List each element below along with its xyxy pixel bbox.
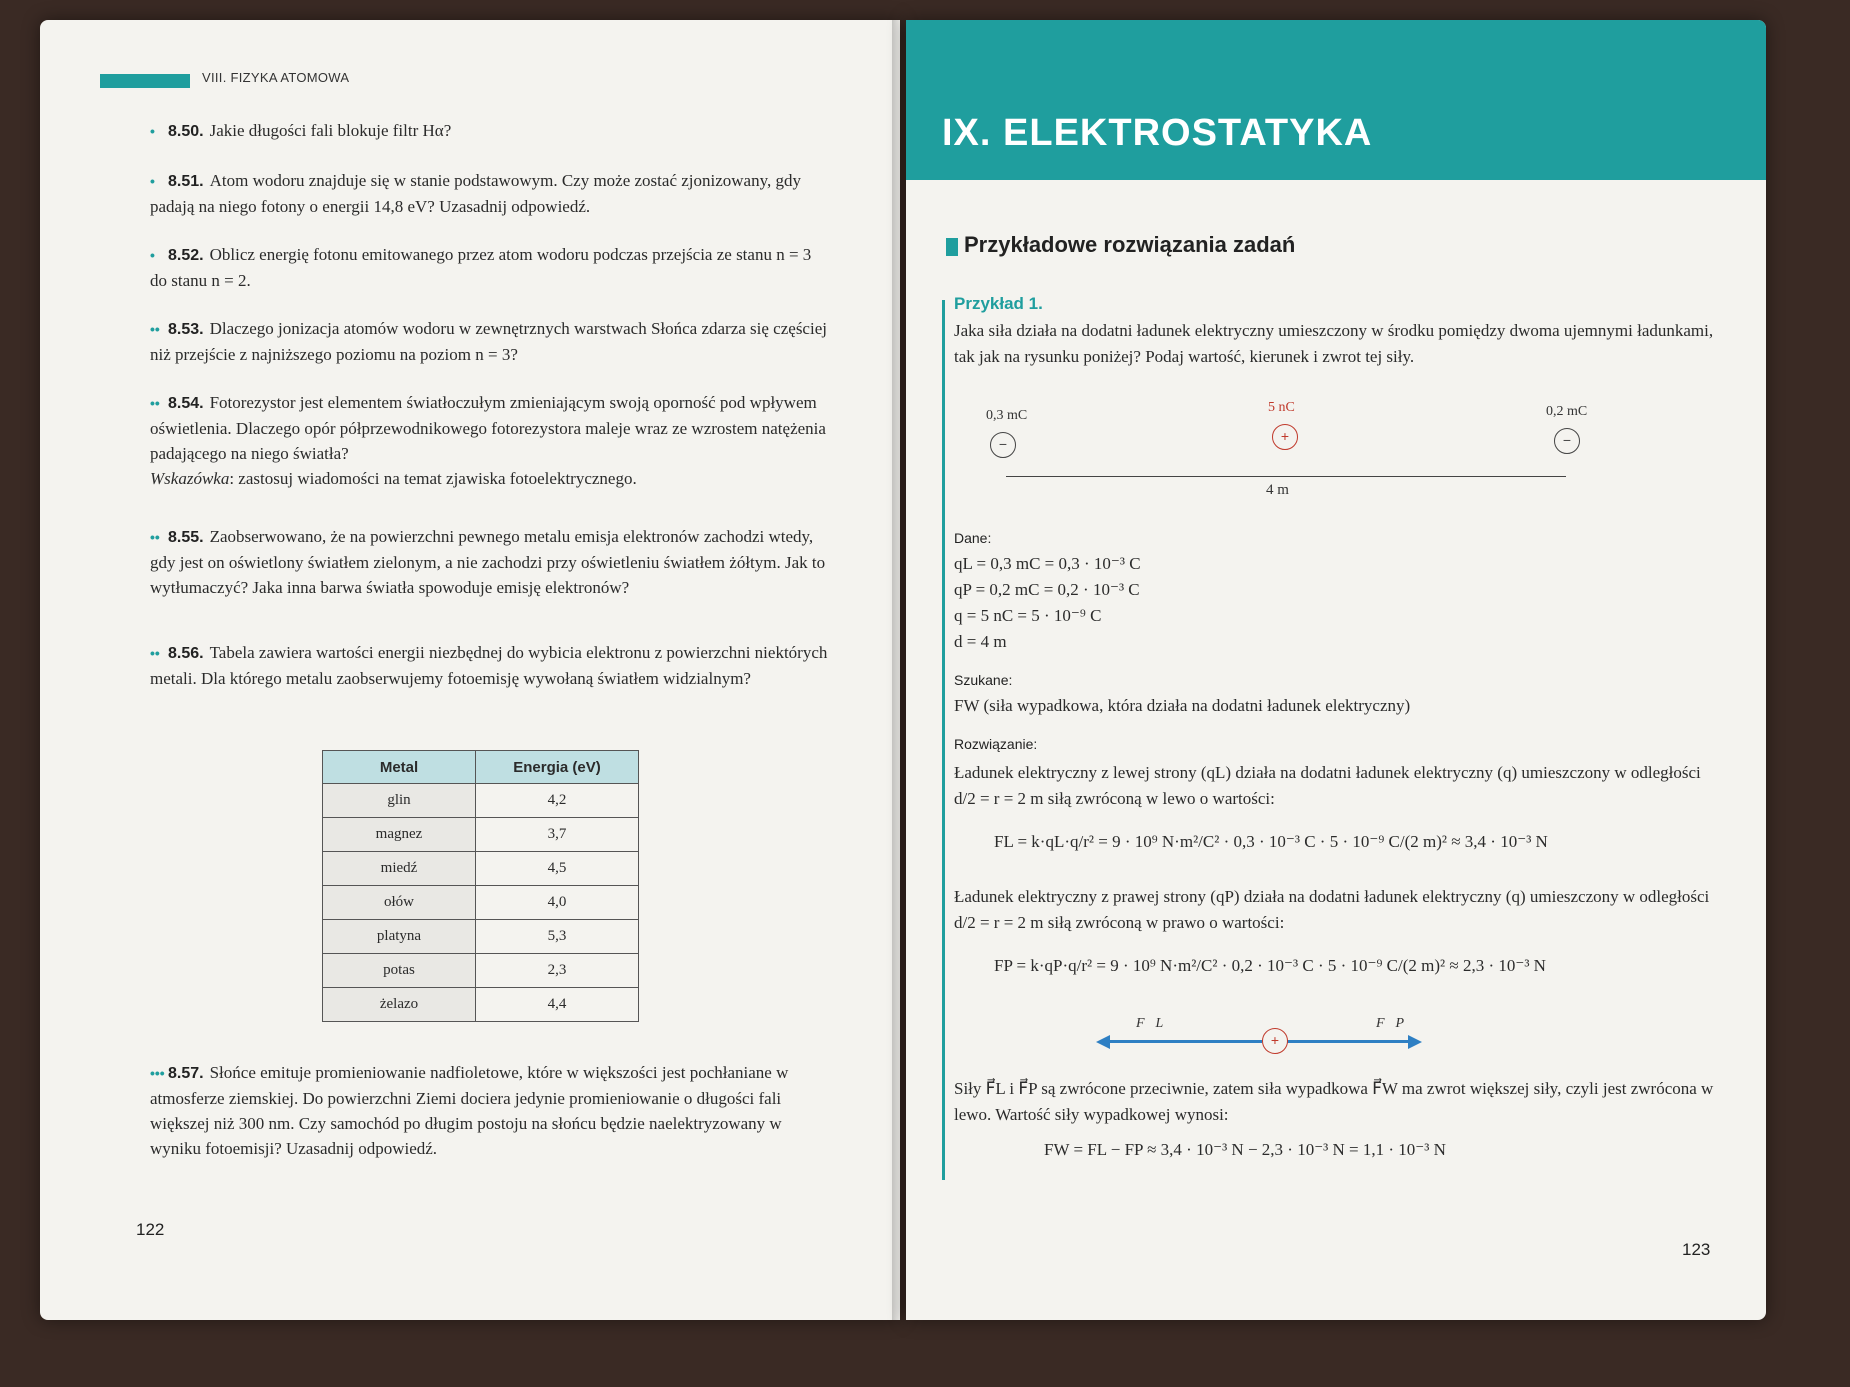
difficulty-dots: •• (150, 645, 160, 661)
difficulty-dots: •• (150, 321, 160, 337)
left-page (40, 20, 900, 1320)
difficulty-dots: •• (150, 529, 160, 545)
task-number: 8.52. (168, 247, 204, 264)
difficulty-dots: • (150, 123, 155, 139)
left-force-arrow (1106, 1040, 1262, 1043)
task-8-51 (150, 168, 830, 219)
task-number: 8.51. (168, 173, 204, 190)
right-force-arrow (1286, 1040, 1410, 1043)
energy-cell: 4,4 (476, 988, 639, 1022)
hint-label: Wskazówka (150, 469, 230, 488)
chapter-title: IX. ELEKTROSTATYKA (942, 112, 1373, 154)
negative-charge-icon: − (990, 432, 1016, 458)
energy-cell: 4,2 (476, 784, 639, 818)
page-number: 123 (1682, 1240, 1711, 1259)
task-number: 8.54. (168, 395, 204, 412)
example-title: Przykład 1. (954, 294, 1043, 313)
metal-energy-table (322, 750, 639, 1022)
table-row (323, 954, 639, 988)
energy-cell: 4,5 (476, 852, 639, 886)
formula-left-force: FL = k·qL·q/r² = 9 · 10⁹ N·m²/C² · 0,3 · 10⁻³ C · 5 · 10⁻⁹ C/(2 m)² ≈ 3,4 · 10⁻³ N (994, 832, 1548, 851)
middle-charge-label: 5 nC (1268, 400, 1295, 415)
energy-cell: 5,3 (476, 920, 639, 954)
solution-label: Rozwiązanie: (954, 736, 1038, 752)
task-number: 8.57. (168, 1065, 204, 1082)
task-text: Oblicz energię fotonu emitowanego przez atom wodoru podczas przejścia ze stanu n = 3 do stanu n = 2. (150, 245, 812, 290)
section-title: Przykładowe rozwiązania zadań (964, 232, 1296, 257)
distance-label: 4 m (1266, 482, 1289, 498)
formula-right-force: FP = k·qP·q/r² = 9 · 10⁹ N·m²/C² · 0,2 · 10⁻³ C · 5 · 10⁻⁹ C/(2 m)² ≈ 2,3 · 10⁻³ N (994, 956, 1546, 975)
metal-cell: platyna (323, 920, 476, 954)
given-line: q = 5 nC = 5 · 10⁻⁹ C (954, 606, 1102, 625)
given-label: Dane: (954, 530, 992, 546)
task-text: Słońce emituje promieniowanie nadfioletowe, które w większości jest pochłaniane w atmosferze ziemskiej. Do powierzchni Ziemi dociera jedynie promieniowanie o długości fali większej niż 300 nm. Czy samochód po długim postoju na słońcu będzie naelektryzowany w wyniku fotoemisji? Uzasadnij odpowiedź. (150, 1063, 789, 1158)
energy-cell: 2,3 (476, 954, 639, 988)
negative-charge-icon: − (1554, 428, 1580, 454)
difficulty-dots: • (150, 247, 155, 263)
task-number: 8.53. (168, 321, 204, 338)
solution-paragraph-2: Ładunek elektryczny z prawej strony (qP) działa na dodatni ładunek elektryczny (q) umieszczony w odległości d/2 = r = 2 m siłą zwróconą w prawo o wartości: (954, 887, 1710, 932)
left-force-label: F⃗L (1136, 1016, 1164, 1031)
task-8-52 (150, 242, 830, 293)
task-text: Dlaczego jonizacja atomów wodoru w zewnętrznych warstwach Słońca zdarza się częściej niż przejście z najniższego poziomu na poziom n = 3? (150, 319, 827, 364)
given-line: qP = 0,2 mC = 0,2 · 10⁻³ C (954, 580, 1140, 599)
task-8-54 (150, 390, 830, 491)
energy-cell: 3,7 (476, 818, 639, 852)
hint-text: : zastosuj wiadomości na temat zjawiska fotoelektrycznego. (229, 469, 637, 488)
table-row (323, 852, 639, 886)
metal-cell: ołów (323, 886, 476, 920)
open-book (40, 20, 1800, 1340)
sought-text: FW (siła wypadkowa, która działa na dodatni ładunek elektryczny) (954, 696, 1411, 715)
task-8-55 (150, 524, 830, 600)
chapter-marker (100, 74, 190, 88)
distance-line (1006, 476, 1566, 477)
task-text: Zaobserwowano, że na powierzchni pewnego metalu emisja elektronów zachodzi wtedy, gdy jest on oświetlony światłem zielonym, a nie zachodzi przy oświetleniu światłem żółtym. Jak to wytłumaczyć? Jaka inna barwa światła spowoduje emisję elektronów? (150, 527, 826, 597)
energy-cell: 4,0 (476, 886, 639, 920)
metal-cell: glin (323, 784, 476, 818)
section-marker (946, 238, 958, 256)
task-8-50 (150, 118, 830, 144)
task-text: Tabela zawiera wartości energii niezbędnej do wybicia elektronu z powierzchni niektórych metali. Dla którego metalu zaobserwujemy fotoemisję wywołaną światłem widzialnym? (150, 643, 828, 688)
metal-cell: żelazo (323, 988, 476, 1022)
left-charge-label: 0,3 mC (986, 408, 1028, 423)
problem-text: Jaka siła działa na dodatni ładunek elektryczny umieszczony w środku pomiędzy dwoma ujemnymi ładunkami, tak jak na rysunku poniżej? Podaj wartość, kierunek i zwrot tej siły. (954, 321, 1714, 366)
difficulty-dots: •• (150, 395, 160, 411)
chapter-banner (906, 20, 1766, 180)
metal-cell: miedź (323, 852, 476, 886)
table-row (323, 818, 639, 852)
example-rule (942, 300, 945, 1180)
task-8-56 (150, 640, 830, 691)
column-header: Energia (eV) (476, 751, 639, 784)
solution-paragraph-3: Siły F⃗L i F⃗P są zwrócone przeciwnie, zatem siła wypadkowa F⃗W ma zwrot większej siły, czyli jest zwrócona w lewo. Wartość siły wypadkowej wynosi: (954, 1079, 1714, 1124)
page-number: 122 (136, 1220, 165, 1239)
positive-charge-icon: + (1272, 424, 1298, 450)
task-text: Jakie długości fali blokuje filtr Hα? (209, 121, 452, 140)
task-number: 8.50. (168, 123, 204, 140)
table-row (323, 920, 639, 954)
table-row (323, 988, 639, 1022)
arrow-head-left-icon (1096, 1035, 1110, 1049)
difficulty-dots: • (150, 173, 155, 189)
right-page (906, 20, 1766, 1320)
table-row (323, 886, 639, 920)
task-text: Atom wodoru znajduje się w stanie podstawowym. Czy może zostać zjonizowany, gdy padają na niego fotony o energii 14,8 eV? Uzasadnij odpowiedź. (150, 171, 801, 216)
task-8-53 (150, 316, 830, 367)
right-force-label: F⃗P (1376, 1016, 1404, 1031)
arrow-head-right-icon (1408, 1035, 1422, 1049)
metal-cell: magnez (323, 818, 476, 852)
task-number: 8.56. (168, 645, 204, 662)
task-8-57 (150, 1060, 830, 1161)
formula-resultant: FW = FL − FP ≈ 3,4 · 10⁻³ N − 2,3 · 10⁻³ N = 1,1 · 10⁻³ N (1044, 1140, 1446, 1159)
given-line: d = 4 m (954, 632, 1007, 651)
metal-cell: potas (323, 954, 476, 988)
right-charge-label: 0,2 mC (1546, 404, 1588, 419)
solution-paragraph-1: Ładunek elektryczny z lewej strony (qL) działa na dodatni ładunek elektryczny (q) umieszczony w odległości d/2 = r = 2 m siłą zwróconą w lewo o wartości: (954, 763, 1701, 808)
table-row (323, 784, 639, 818)
sought-label: Szukane: (954, 672, 1013, 688)
column-header: Metal (323, 751, 476, 784)
positive-charge-icon: + (1262, 1028, 1288, 1054)
task-text: Fotorezystor jest elementem światłoczułym zmieniającym swoją oporność pod wpływem oświetlenia. Dlaczego opór półprzewodnikowego fotorezystora maleje wraz ze wzrostem natężenia padającego na niego światła? (150, 393, 826, 463)
difficulty-dots: ••• (150, 1065, 165, 1081)
given-line: qL = 0,3 mC = 0,3 · 10⁻³ C (954, 554, 1141, 573)
task-number: 8.55. (168, 529, 204, 546)
chapter-heading: VIII. FIZYKA ATOMOWA (202, 70, 350, 85)
